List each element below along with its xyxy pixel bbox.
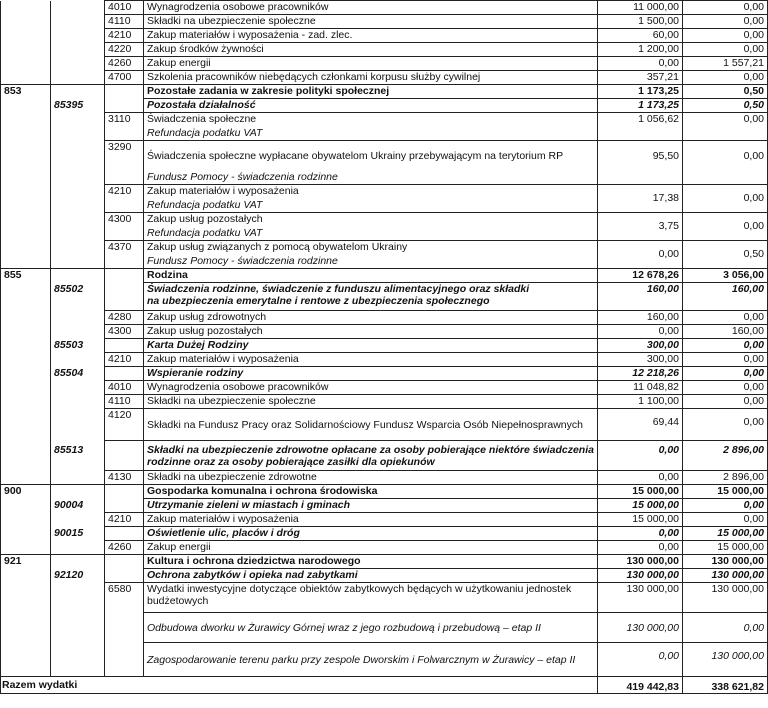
chapter-code: 85502 [51,283,105,311]
decrease-amount: 95,50 [598,141,683,171]
item-name: Świadczenia społeczne wypłacane obywatelom Ukrainy przebywającym na terytorium RP [144,141,598,171]
decrease-amount: 11 048,82 [598,381,683,395]
task-name: Zagospodarowanie terenu parku przy zespole Dworskim i Folwarcznym w Żurawicy – etap II [144,643,598,677]
item-name: Zakup energii [144,541,598,555]
table-row [1,99,768,113]
decrease-amount: 15 000,00 [598,485,683,499]
increase-amount: 0,00 [683,1,768,15]
increase-amount: 130 000,00 [683,569,768,583]
table-row [1,485,768,499]
increase-amount: 0,00 [683,141,768,171]
table-row [1,311,768,325]
increase-amount: 0,00 [683,381,768,395]
paragraph-code: 6580 [105,583,144,613]
increase-amount: 3 056,00 [683,269,768,283]
increase-amount: 0,00 [683,613,768,643]
section-name: Kultura i ochrona dziedzictwa narodowego [144,555,598,569]
chapter-name: Pozostała działalność [144,99,598,113]
paragraph-code: 4370 [105,241,144,255]
increase-amount: 15 000,00 [683,527,768,541]
table-row [1,269,768,283]
table-row [1,613,768,643]
item-note: Fundusz Pomocy - świadczenia rodzinne [144,255,598,269]
decrease-amount: 0,00 [598,527,683,541]
table-row [1,113,768,127]
decrease-amount: 0,00 [598,541,683,555]
paragraph-code: 4220 [105,43,144,57]
chapter-name: Ochrona zabytków i opieka nad zabytkami [144,569,598,583]
decrease-amount: 130 000,00 [598,613,683,643]
increase-amount: 15 000,00 [683,485,768,499]
decrease-amount: 0,00 [598,471,683,485]
table-row [1,57,768,71]
decrease-amount: 11 000,00 [598,1,683,15]
decrease-amount: 0,00 [598,325,683,339]
increase-amount: 0,00 [683,367,768,381]
decrease-amount: 1 056,62 [598,113,683,127]
paragraph-code: 4210 [105,513,144,527]
increase-amount: 0,00 [683,513,768,527]
paragraph-code: 4300 [105,325,144,339]
increase-amount: 0,00 [683,71,768,85]
chapter-name: Składki na ubezpieczenie zdrowotne opłacane za osoby pobierające niektóre świadczenia [147,444,594,456]
table-row [1,471,768,485]
decrease-amount: 130 000,00 [598,583,683,613]
paragraph-code: 4260 [105,57,144,71]
chapter-code: 90015 [51,527,105,541]
decrease-amount: 1 100,00 [598,395,683,409]
item-note: Refundacja podatku VAT [144,199,598,213]
decrease-amount: 60,00 [598,29,683,43]
table-row [1,353,768,367]
table-row [1,255,768,269]
total-label: Razem wydatki [1,677,598,694]
increase-amount: 0,50 [683,99,768,113]
item-name: Szkolenia pracowników niebędących członkami korpusu służby cywilnej [144,71,598,85]
paragraph-code: 4120 [105,409,144,441]
paragraph-code: 4700 [105,71,144,85]
item-name: Zakup usług zdrowotnych [144,311,598,325]
increase-amount: 2 896,00 [683,441,768,471]
table-row [1,339,768,353]
increase-amount: 0,00 [683,353,768,367]
increase-amount: 160,00 [683,325,768,339]
table-row [1,381,768,395]
paragraph-code: 4210 [105,353,144,367]
decrease-amount: 69,44 [598,409,683,441]
section-name: Gospodarka komunalna i ochrona środowiska [144,485,598,499]
item-name: Zakup materiałów i wyposażenia - zad. zlec. [144,29,598,43]
item-note: Refundacja podatku VAT [144,227,598,241]
item-name: Zakup środków żywności [144,43,598,57]
decrease-amount: 300,00 [598,339,683,353]
increase-amount: 0,00 [683,220,768,234]
decrease-amount: 15 000,00 [598,513,683,527]
total-increase: 338 621,82 [683,677,768,694]
item-name: Składki na Fundusz Pracy oraz Solidarnościowy Fundusz Wsparcia Osób Niepełnosprawnych [144,409,598,441]
table-row [1,15,768,29]
increase-amount: 0,00 [683,311,768,325]
increase-amount: 0,50 [683,85,768,99]
chapter-code: 92120 [51,569,105,583]
item-name: Zakup materiałów i wyposażenia [144,185,598,199]
decrease-amount: 160,00 [598,283,683,311]
table-row [1,127,768,141]
chapter-name: Świadczenia rodzinne, świadczenie z funduszu alimentacyjnego oraz składki [147,283,530,295]
paragraph-code: 4210 [105,29,144,43]
increase-amount: 2 896,00 [683,471,768,485]
chapter-name-cont: rodzinne oraz za osoby pobierające zasiłki dla opiekunów [147,456,435,468]
increase-amount: 0,00 [683,113,768,127]
increase-amount: 0,00 [683,499,768,513]
decrease-amount: 0,00 [598,441,683,471]
paragraph-code: 4210 [105,185,144,199]
table-row [1,71,768,85]
table-row [1,29,768,43]
section-code: 900 [1,485,51,499]
item-name: Świadczenia społeczne [144,113,598,127]
item-name: Składki na ubezpieczenie społeczne [144,15,598,29]
chapter-code: 85504 [51,367,105,381]
item-name: Zakup usług związanych z pomocą obywatelom Ukrainy [144,241,598,255]
section-name: Rodzina [144,269,598,283]
item-name: Zakup energii [144,57,598,71]
table-row [1,541,768,555]
decrease-amount: 0,00 [598,643,683,677]
decrease-amount: 1 200,00 [598,43,683,57]
paragraph-code: 4110 [105,15,144,29]
paragraph-code: 3290 [105,141,144,171]
item-name: Składki na ubezpieczenie społeczne [144,395,598,409]
table-row [1,171,768,185]
table-row [1,283,768,311]
chapter-name: Utrzymanie zieleni w miastach i gminach [144,499,598,513]
total-row [1,677,768,694]
increase-amount: 0,00 [683,15,768,29]
table-row [1,499,768,513]
item-name: Zakup usług pozostałych [144,325,598,339]
table-row [1,85,768,99]
item-name: Zakup materiałów i wyposażenia [144,513,598,527]
section-code: 853 [1,85,51,99]
decrease-amount: 357,21 [598,71,683,85]
item-name: Składki na ubezpieczenie zdrowotne [144,471,598,485]
chapter-code: 85503 [51,339,105,353]
decrease-amount: 3,75 [598,220,683,234]
paragraph-code: 4300 [105,213,144,227]
decrease-amount: 12 218,26 [598,367,683,381]
increase-amount: 0,00 [683,29,768,43]
section-name: Pozostałe zadania w zakresie polityki społecznej [144,85,598,99]
item-name: Wydatki inwestycyjne dotyczące obiektów zabytkowych będących w użytkowaniu jednostek budżetowych [144,583,598,613]
decrease-amount: 130 000,00 [598,569,683,583]
decrease-amount: 130 000,00 [598,555,683,569]
task-name: Odbudowa dworku w Żurawicy Górnej wraz z jego rozbudową i przebudową – etap II [144,613,598,643]
increase-amount: 160,00 [683,283,768,311]
table-row [1,527,768,541]
decrease-amount: 1 173,25 [598,85,683,99]
paragraph-code: 4010 [105,1,144,15]
paragraph-code: 3110 [105,113,144,127]
section-code: 855 [1,269,51,283]
increase-amount: 0,00 [683,192,768,206]
paragraph-code: 4260 [105,541,144,555]
decrease-amount: 300,00 [598,353,683,367]
decrease-amount: 1 500,00 [598,15,683,29]
decrease-amount: 12 678,26 [598,269,683,283]
paragraph-code: 4010 [105,381,144,395]
table-row [1,643,768,677]
decrease-amount: 15 000,00 [598,499,683,513]
item-name: Wynagrodzenia osobowe pracowników [144,381,598,395]
chapter-code: 90004 [51,499,105,513]
item-note: Refundacja podatku VAT [144,127,598,141]
chapter-code: 85513 [51,441,105,471]
paragraph-code: 4280 [105,311,144,325]
table-row [1,1,768,15]
table-row [1,141,768,171]
table-row [1,513,768,527]
table-row [1,43,768,57]
increase-amount: 1 557,21 [683,57,768,71]
increase-amount: 130 000,00 [683,583,768,613]
increase-amount: 15 000,00 [683,541,768,555]
item-name: Zakup usług pozostałych [144,213,598,227]
table-row [1,583,768,613]
table-row [1,325,768,339]
table-row [1,409,768,441]
table-row [1,441,768,471]
table-row [1,199,768,213]
decrease-amount: 1 173,25 [598,99,683,113]
table-row [1,555,768,569]
chapter-name: Wspieranie rodziny [144,367,598,381]
increase-amount: 0,00 [683,395,768,409]
chapter-name: Karta Dużej Rodziny [144,339,598,353]
table-row [1,367,768,381]
item-name: Wynagrodzenia osobowe pracowników [144,1,598,15]
chapter-code: 85395 [51,99,105,113]
chapter-name: Oświetlenie ulic, placów i dróg [144,527,598,541]
decrease-amount: 17,38 [598,192,683,206]
decrease-amount: 0,00 [598,57,683,71]
table-row [1,227,768,241]
increase-amount: 0,00 [683,43,768,57]
paragraph-code: 4110 [105,395,144,409]
decrease-amount: 160,00 [598,311,683,325]
increase-amount: 130 000,00 [683,643,768,677]
section-code: 921 [1,555,51,569]
item-name: Zakup materiałów i wyposażenia [144,353,598,367]
decrease-amount: 0,00 [598,248,683,262]
item-note: Fundusz Pomocy - świadczenia rodzinne [144,171,598,185]
chapter-name-cont: na ubezpieczenia emerytalne i rentowe z ubezpieczenia społecznego [147,295,490,307]
table-row [1,569,768,583]
increase-amount: 0,00 [683,409,768,441]
paragraph-code: 4130 [105,471,144,485]
table-row [1,395,768,409]
increase-amount: 130 000,00 [683,555,768,569]
total-decrease: 419 442,83 [598,677,683,694]
increase-amount: 0,50 [683,248,768,262]
increase-amount: 0,00 [683,339,768,353]
